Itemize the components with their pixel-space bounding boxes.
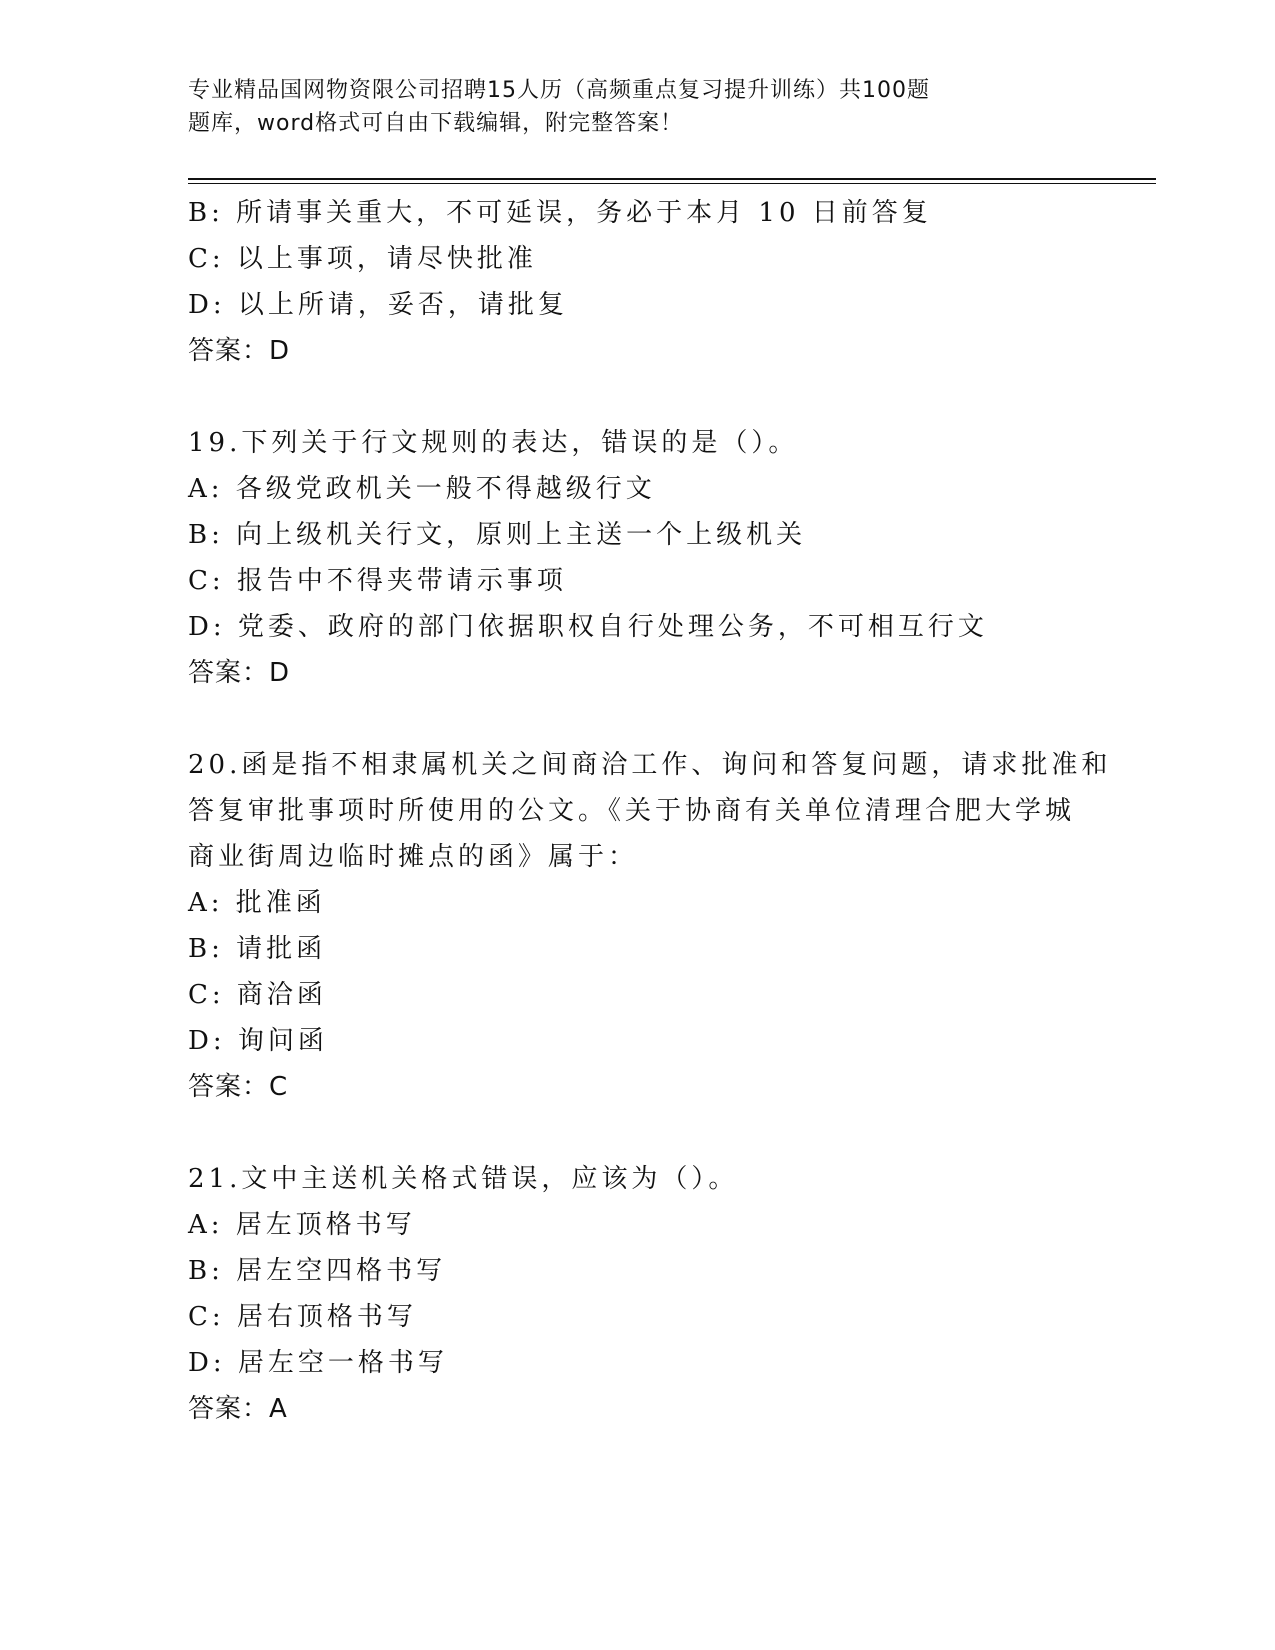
question-20: [188, 742, 1128, 1110]
spacer: [188, 374, 1128, 420]
header-divider-thick: [188, 178, 1156, 180]
option-c: C: 以上事项，请尽快批准: [188, 244, 537, 274]
question-stem: 21.文中主送机关格式错误，应该为（）。: [188, 1164, 739, 1194]
option-c: C: 商洽函: [188, 980, 327, 1010]
answer-label: 答案：D: [188, 336, 291, 366]
option-b: B: 所请事关重大，不可延误，务必于本月 10 日前答复: [188, 198, 932, 228]
document-header: [188, 74, 1068, 140]
question-stem-line-3: 商业街周边临时摊点的函》属于：: [188, 842, 639, 872]
answer-label: 答案：C: [188, 1072, 289, 1102]
option-b: B: 请批函: [188, 934, 327, 964]
header-title-line-1: 专业精品国网物资限公司招聘15人历（高频重点复习提升训练）共100题: [188, 78, 930, 103]
question-list: [188, 190, 1128, 1432]
question-18-tail: [188, 190, 1128, 374]
option-a: A: 居左顶格书写: [188, 1210, 416, 1240]
option-a: A: 批准函: [188, 888, 326, 918]
option-b: B: 向上级机关行文，原则上主送一个上级机关: [188, 520, 807, 550]
spacer: [188, 696, 1128, 742]
answer-label: 答案：A: [188, 1394, 288, 1424]
option-d: D: 居左空一格书写: [188, 1348, 448, 1378]
question-stem-line-2: 答复审批事项时所使用的公文。《关于协商有关单位清理合肥大学城: [188, 796, 1076, 826]
spacer: [188, 1110, 1128, 1156]
option-d: D: 询问函: [188, 1026, 328, 1056]
question-stem: 19.下列关于行文规则的表达，错误的是（）。: [188, 428, 799, 458]
option-c: C: 居右顶格书写: [188, 1302, 417, 1332]
option-a: A: 各级党政机关一般不得越级行文: [188, 474, 656, 504]
option-b: B: 居左空四格书写: [188, 1256, 447, 1286]
header-divider-thin: [188, 183, 1156, 184]
option-c: C: 报告中不得夹带请示事项: [188, 566, 567, 596]
header-title-line-2: 题库，word格式可自由下载编辑，附完整答案！: [188, 111, 684, 136]
answer-label: 答案：D: [188, 658, 291, 688]
question-19: [188, 420, 1128, 696]
question-21: [188, 1156, 1128, 1432]
question-stem-line-1: 20.函是指不相隶属机关之间商洽工作、询问和答复问题，请求批准和: [188, 750, 1112, 780]
option-d: D: 党委、政府的部门依据职权自行处理公务，不可相互行文: [188, 612, 988, 642]
option-d: D: 以上所请，妥否，请批复: [188, 290, 568, 320]
